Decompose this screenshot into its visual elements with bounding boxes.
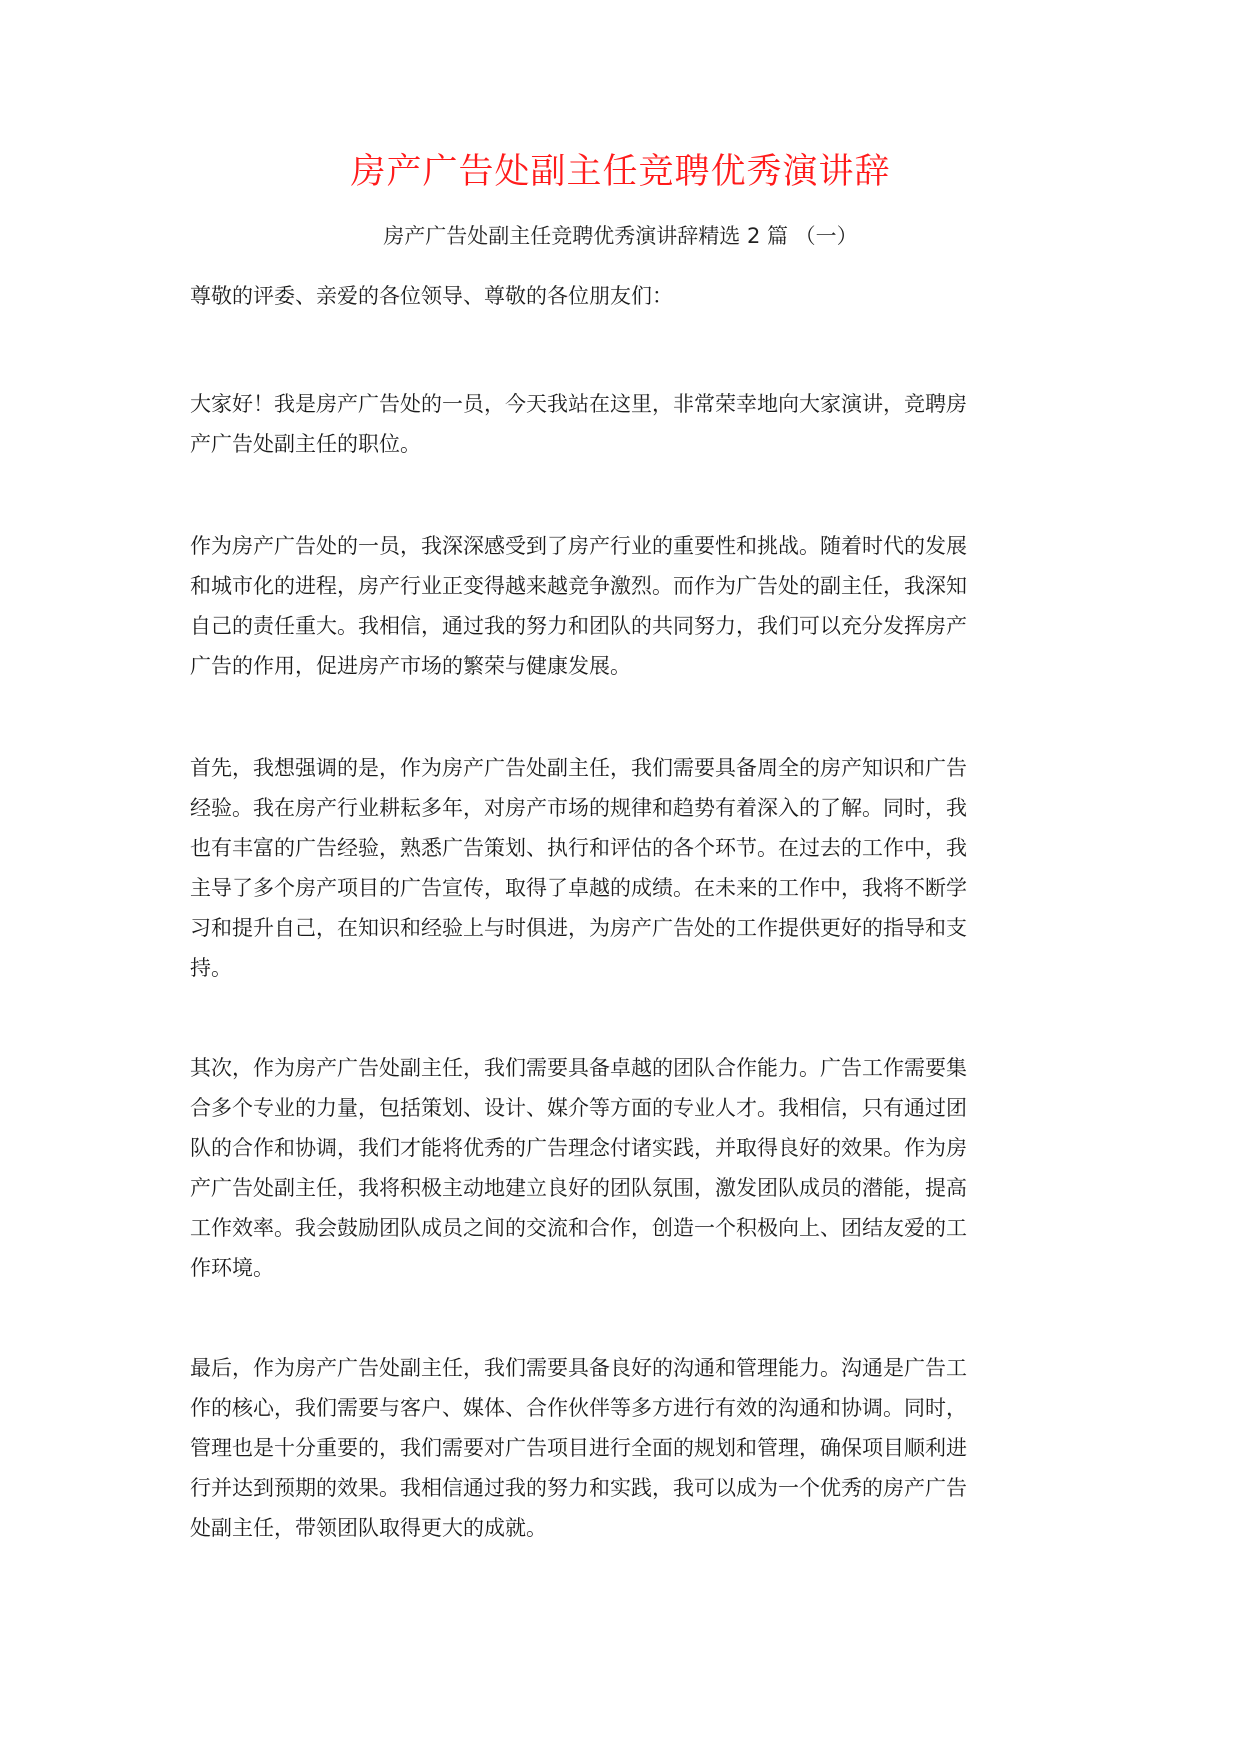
document-title: 房产广告处副主任竞聘优秀演讲辞 [350,152,891,192]
paragraph-last [190,1348,1050,1548]
paragraph-line: 处副主任，带领团队取得更大的成就。 [190,1516,547,1540]
paragraph-line: 产广告处副主任的职位。 [190,432,421,456]
paragraph-line: 首先，我想强调的是，作为房产广告处副主任，我们需要具备周全的房产知识和广告 [190,756,967,780]
paragraph-second [190,1048,1050,1288]
paragraph-line: 主导了多个房产项目的广告宣传，取得了卓越的成绩。在未来的工作中，我将不断学 [190,876,967,900]
paragraph-industry [190,526,1050,686]
greeting: 尊敬的评委、亲爱的各位领导、尊敬的各位朋友们： [190,284,673,308]
paragraph-intro [190,384,1050,464]
paragraph-line: 作为房产广告处的一员，我深深感受到了房产行业的重要性和挑战。随着时代的发展 [190,534,967,558]
paragraph-line: 持。 [190,956,232,980]
paragraph-line: 和城市化的进程，房产行业正变得越来越竞争激烈。而作为广告处的副主任，我深知 [190,574,967,598]
paragraph-line: 管理也是十分重要的，我们需要对广告项目进行全面的规划和管理，确保项目顺利进 [190,1436,967,1460]
paragraph-line: 合多个专业的力量，包括策划、设计、媒介等方面的专业人才。我相信，只有通过团 [190,1096,967,1120]
paragraph-first [190,748,1050,988]
paragraph-line: 工作效率。我会鼓励团队成员之间的交流和合作，创造一个积极向上、团结友爱的工 [190,1216,967,1240]
paragraph-line: 作环境。 [190,1256,274,1280]
paragraph-line: 自己的责任重大。我相信，通过我的努力和团队的共同努力，我们可以充分发挥房产 [190,614,967,638]
document-subtitle: 房产广告处副主任竞聘优秀演讲辞精选 2 篇 （一） [383,224,858,248]
paragraph-line: 也有丰富的广告经验，熟悉广告策划、执行和评估的各个环节。在过去的工作中，我 [190,836,967,860]
paragraph-line: 其次，作为房产广告处副主任，我们需要具备卓越的团队合作能力。广告工作需要集 [190,1056,967,1080]
paragraph-line: 行并达到预期的效果。我相信通过我的努力和实践，我可以成为一个优秀的房产广告 [190,1476,967,1500]
paragraph-line: 最后，作为房产广告处副主任，我们需要具备良好的沟通和管理能力。沟通是广告工 [190,1356,967,1380]
paragraph-line: 产广告处副主任，我将积极主动地建立良好的团队氛围，激发团队成员的潜能，提高 [190,1176,967,1200]
paragraph-line: 广告的作用，促进房产市场的繁荣与健康发展。 [190,654,631,678]
paragraph-line: 作的核心，我们需要与客户、媒体、合作伙伴等多方进行有效的沟通和协调。同时， [190,1396,967,1420]
paragraph-line: 大家好！我是房产广告处的一员，今天我站在这里，非常荣幸地向大家演讲，竞聘房 [190,392,967,416]
paragraph-line: 队的合作和协调，我们才能将优秀的广告理念付诸实践，并取得良好的效果。作为房 [190,1136,967,1160]
paragraph-line: 习和提升自己，在知识和经验上与时俱进，为房产广告处的工作提供更好的指导和支 [190,916,967,940]
paragraph-line: 经验。我在房产行业耕耘多年，对房产市场的规律和趋势有着深入的了解。同时，我 [190,796,967,820]
